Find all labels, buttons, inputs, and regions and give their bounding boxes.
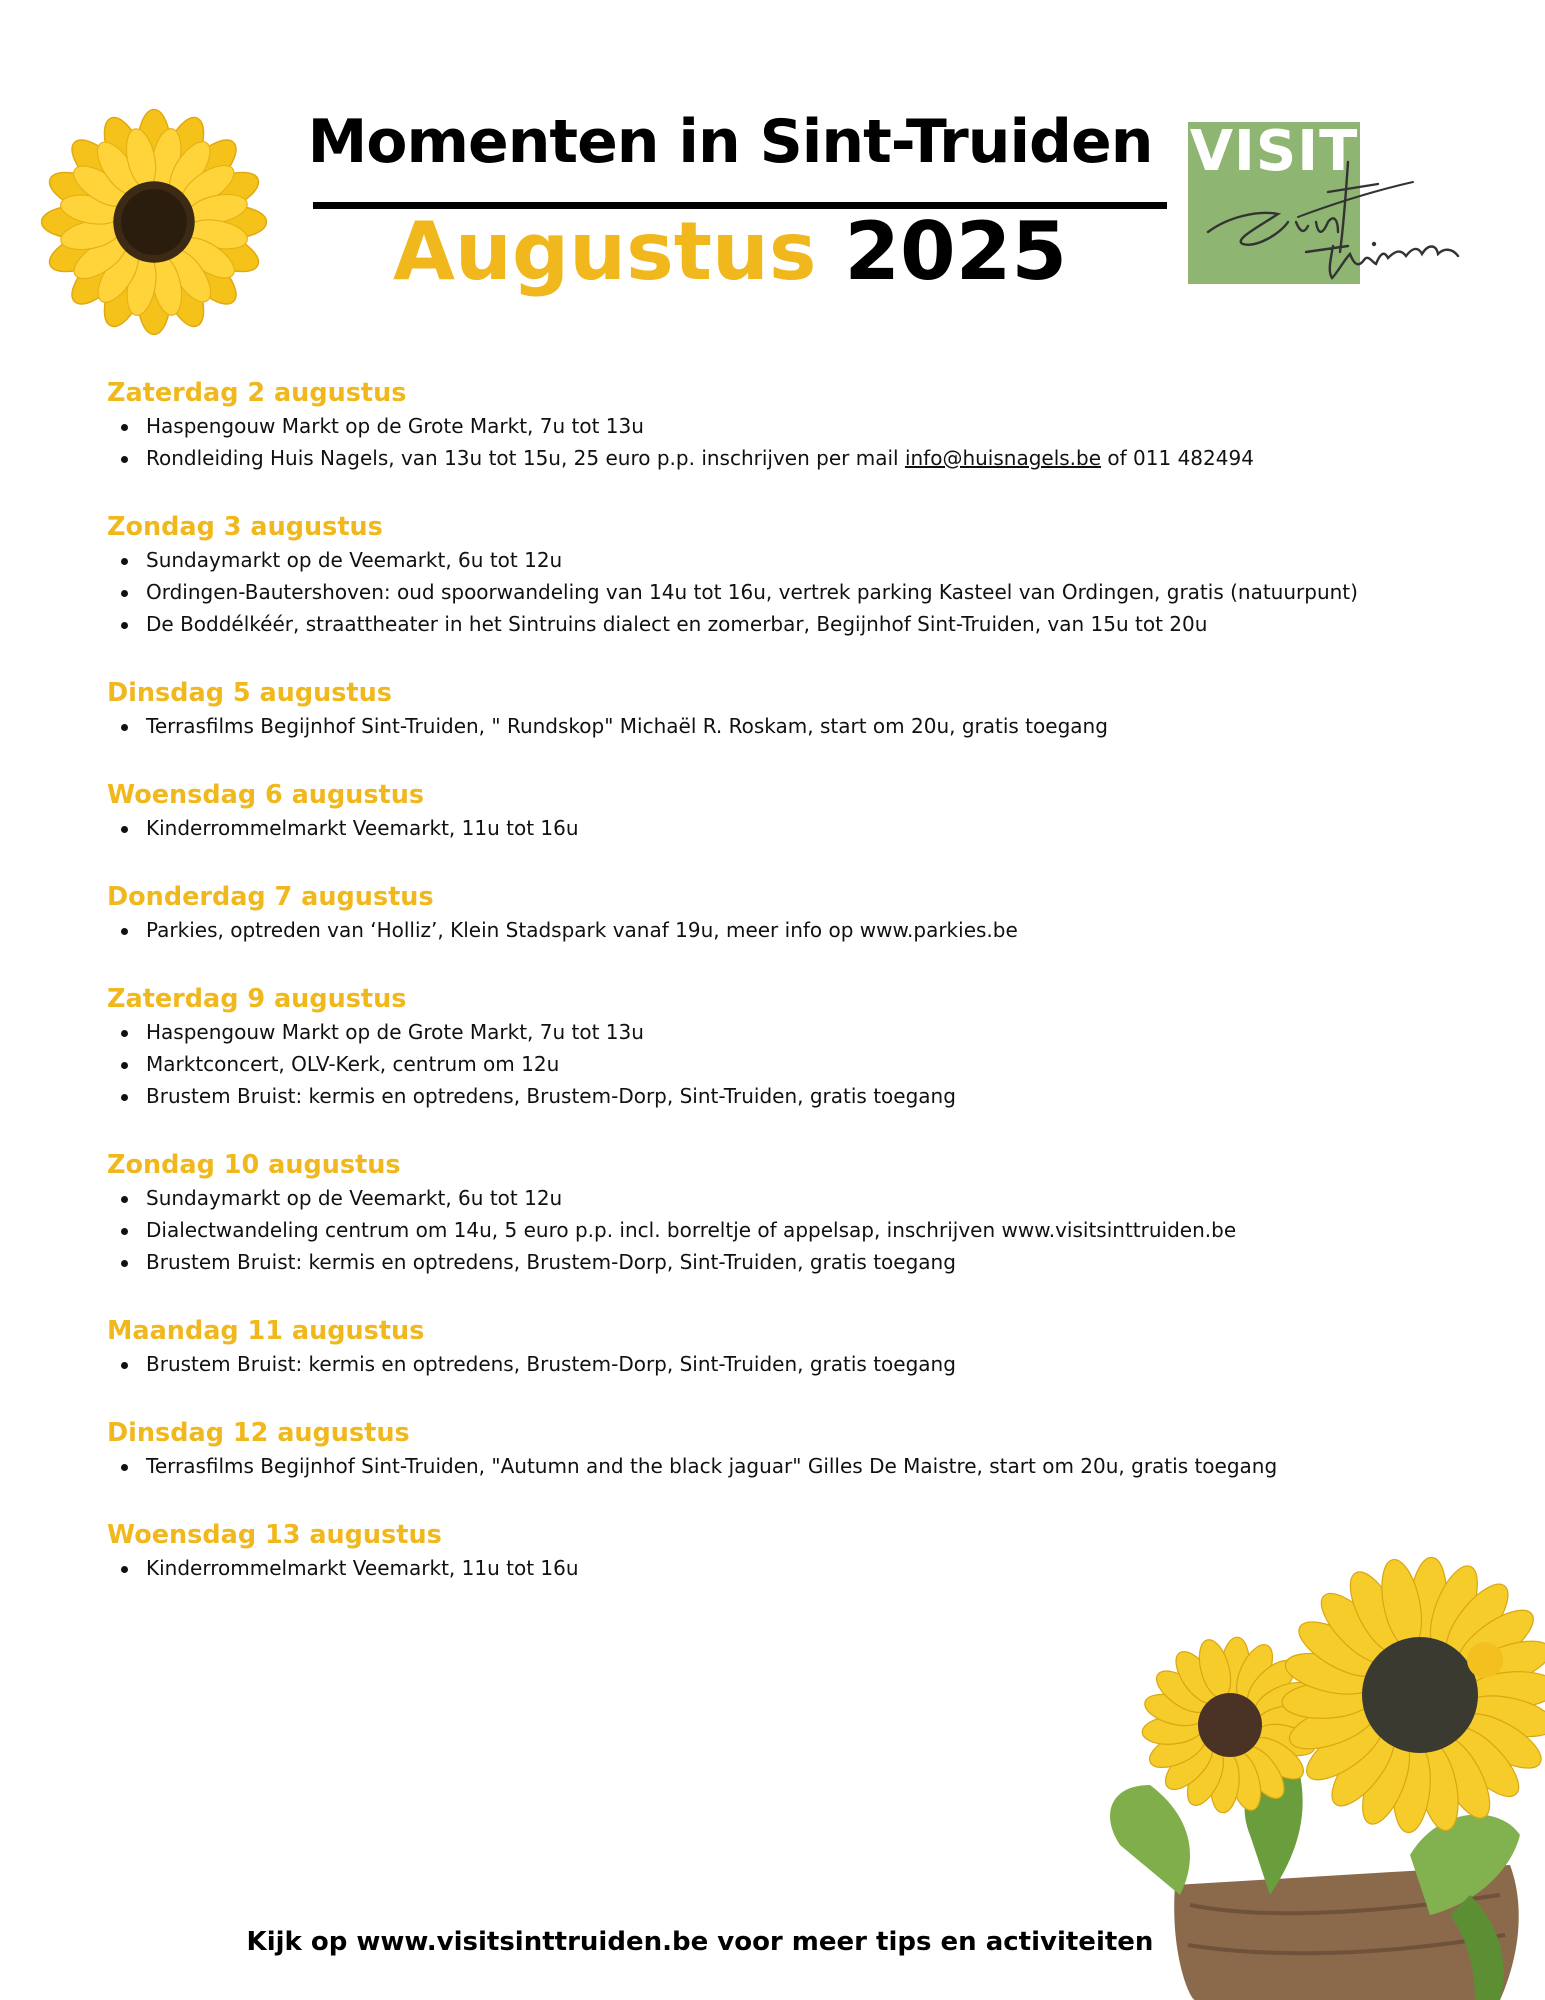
event-item [107, 1016, 1527, 1048]
day-heading: Zondag 3 augustus [107, 512, 383, 542]
email-link[interactable]: info@huisnagels.be [904, 446, 1102, 470]
event-list [107, 410, 1527, 474]
bullet-icon [121, 590, 128, 597]
day-section [107, 778, 1527, 844]
day-heading: Maandag 11 augustus [107, 1316, 425, 1346]
event-text: Parkies, optreden van ‘Holliz’, Klein Stadspark vanaf 19u, meer info op www.parkies.be [146, 918, 1018, 942]
bullet-icon [121, 1196, 128, 1203]
event-list [107, 812, 1527, 844]
event-item [107, 1214, 1527, 1246]
event-item [107, 608, 1527, 640]
bullet-icon [121, 724, 128, 731]
day-heading: Woensdag 13 augustus [107, 1520, 442, 1550]
event-item [107, 442, 1527, 474]
event-list [107, 1450, 1527, 1482]
subtitle-month: Augustus [392, 205, 817, 298]
bullet-icon [121, 456, 128, 463]
day-section [107, 376, 1527, 474]
event-item [107, 1450, 1527, 1482]
event-text: Rondleiding Huis Nagels, van 13u tot 15u, 25 euro p.p. inschrijven per mail [146, 446, 905, 470]
event-item [107, 1182, 1527, 1214]
bullet-icon [121, 1228, 128, 1235]
day-heading: Donderdag 7 augustus [107, 882, 434, 912]
logo-visit-text: VISIT [1189, 119, 1359, 184]
event-text: Ordingen-Bautershoven: oud spoorwandeling van 14u tot 16u, vertrek parking Kasteel van Ordingen, gratis (natuurpunt) [146, 580, 1358, 604]
day-section [107, 1314, 1527, 1380]
day-section [107, 982, 1527, 1112]
event-item [107, 914, 1527, 946]
bullet-icon [121, 1362, 128, 1369]
events-list [107, 376, 1527, 1620]
day-heading: Woensdag 6 augustus [107, 780, 425, 810]
page-subtitle [290, 205, 1170, 298]
event-list [107, 914, 1527, 946]
bullet-icon [121, 928, 128, 935]
event-item [107, 1080, 1527, 1112]
bullet-icon [121, 1030, 128, 1037]
day-section [107, 510, 1527, 640]
event-item [107, 1048, 1527, 1080]
day-heading: Zaterdag 9 augustus [107, 984, 407, 1014]
event-item [107, 812, 1527, 844]
event-text: Marktconcert, OLV-Kerk, centrum om 12u [146, 1052, 560, 1076]
event-list [107, 1016, 1527, 1112]
logo-script-icon [1188, 119, 1478, 292]
event-text: Kinderrommelmarkt Veemarkt, 11u tot 16u [146, 1556, 579, 1580]
sunflower-icon [28, 96, 280, 348]
page-title: Momenten in Sint-Truiden [307, 107, 1153, 177]
event-list [107, 1348, 1527, 1380]
day-heading: Dinsdag 5 augustus [107, 678, 392, 708]
event-text: Dialectwandeling centrum om 14u, 5 euro p.p. incl. borreltje of appelsap, inschrijven www.visitsinttruiden.be [146, 1218, 1237, 1242]
event-item [107, 1246, 1527, 1278]
event-text: De Boddélkéér, straattheater in het Sintruins dialect en zomerbar, Begijnhof Sint-Truiden, van 15u tot 20u [146, 612, 1208, 636]
event-item [107, 710, 1527, 742]
event-text-suffix: of 011 482494 [1101, 446, 1254, 470]
event-item [107, 1348, 1527, 1380]
event-text: Sundaymarkt op de Veemarkt, 6u tot 12u [146, 548, 563, 572]
event-list [107, 710, 1527, 742]
bullet-icon [121, 622, 128, 629]
day-section [107, 1148, 1527, 1278]
event-text: Terrasfilms Begijnhof Sint-Truiden, "Autumn and the black jaguar" Gilles De Maistre, start om 20u, gratis toegang [146, 1454, 1278, 1478]
subtitle-year: 2025 [844, 205, 1068, 298]
event-item [107, 544, 1527, 576]
day-section [107, 676, 1527, 742]
bullet-icon [121, 1464, 128, 1471]
event-text: Brustem Bruist: kermis en optredens, Brustem-Dorp, Sint-Truiden, gratis toegang [146, 1250, 956, 1274]
day-heading: Zaterdag 2 augustus [107, 378, 407, 408]
event-item [107, 410, 1527, 442]
event-text: Brustem Bruist: kermis en optredens, Brustem-Dorp, Sint-Truiden, gratis toegang [146, 1352, 956, 1376]
event-text: Haspengouw Markt op de Grote Markt, 7u tot 13u [146, 414, 644, 438]
bullet-icon [121, 1260, 128, 1267]
footer-note: Kijk op www.visitsinttruiden.be voor meer tips en activiteiten [246, 1927, 1154, 1957]
bullet-icon [121, 826, 128, 833]
event-text: Haspengouw Markt op de Grote Markt, 7u tot 13u [146, 1020, 644, 1044]
event-list [107, 544, 1527, 640]
bullet-icon [121, 424, 128, 431]
bullet-icon [121, 1094, 128, 1101]
day-heading: Zondag 10 augustus [107, 1150, 401, 1180]
event-text: Kinderrommelmarkt Veemarkt, 11u tot 16u [146, 816, 579, 840]
day-heading: Dinsdag 12 augustus [107, 1418, 410, 1448]
event-item [107, 576, 1527, 608]
visit-sint-truiden-logo [1188, 119, 1478, 292]
bullet-icon [121, 558, 128, 565]
bullet-icon [121, 1566, 128, 1573]
bullet-icon [121, 1062, 128, 1069]
event-list [107, 1182, 1527, 1278]
day-section [107, 1416, 1527, 1482]
day-section [107, 880, 1527, 946]
event-text: Sundaymarkt op de Veemarkt, 6u tot 12u [146, 1186, 563, 1210]
event-text: Brustem Bruist: kermis en optredens, Brustem-Dorp, Sint-Truiden, gratis toegang [146, 1084, 956, 1108]
event-text: Terrasfilms Begijnhof Sint-Truiden, " Rundskop" Michaël R. Roskam, start om 20u, gratis toegang [146, 714, 1108, 738]
